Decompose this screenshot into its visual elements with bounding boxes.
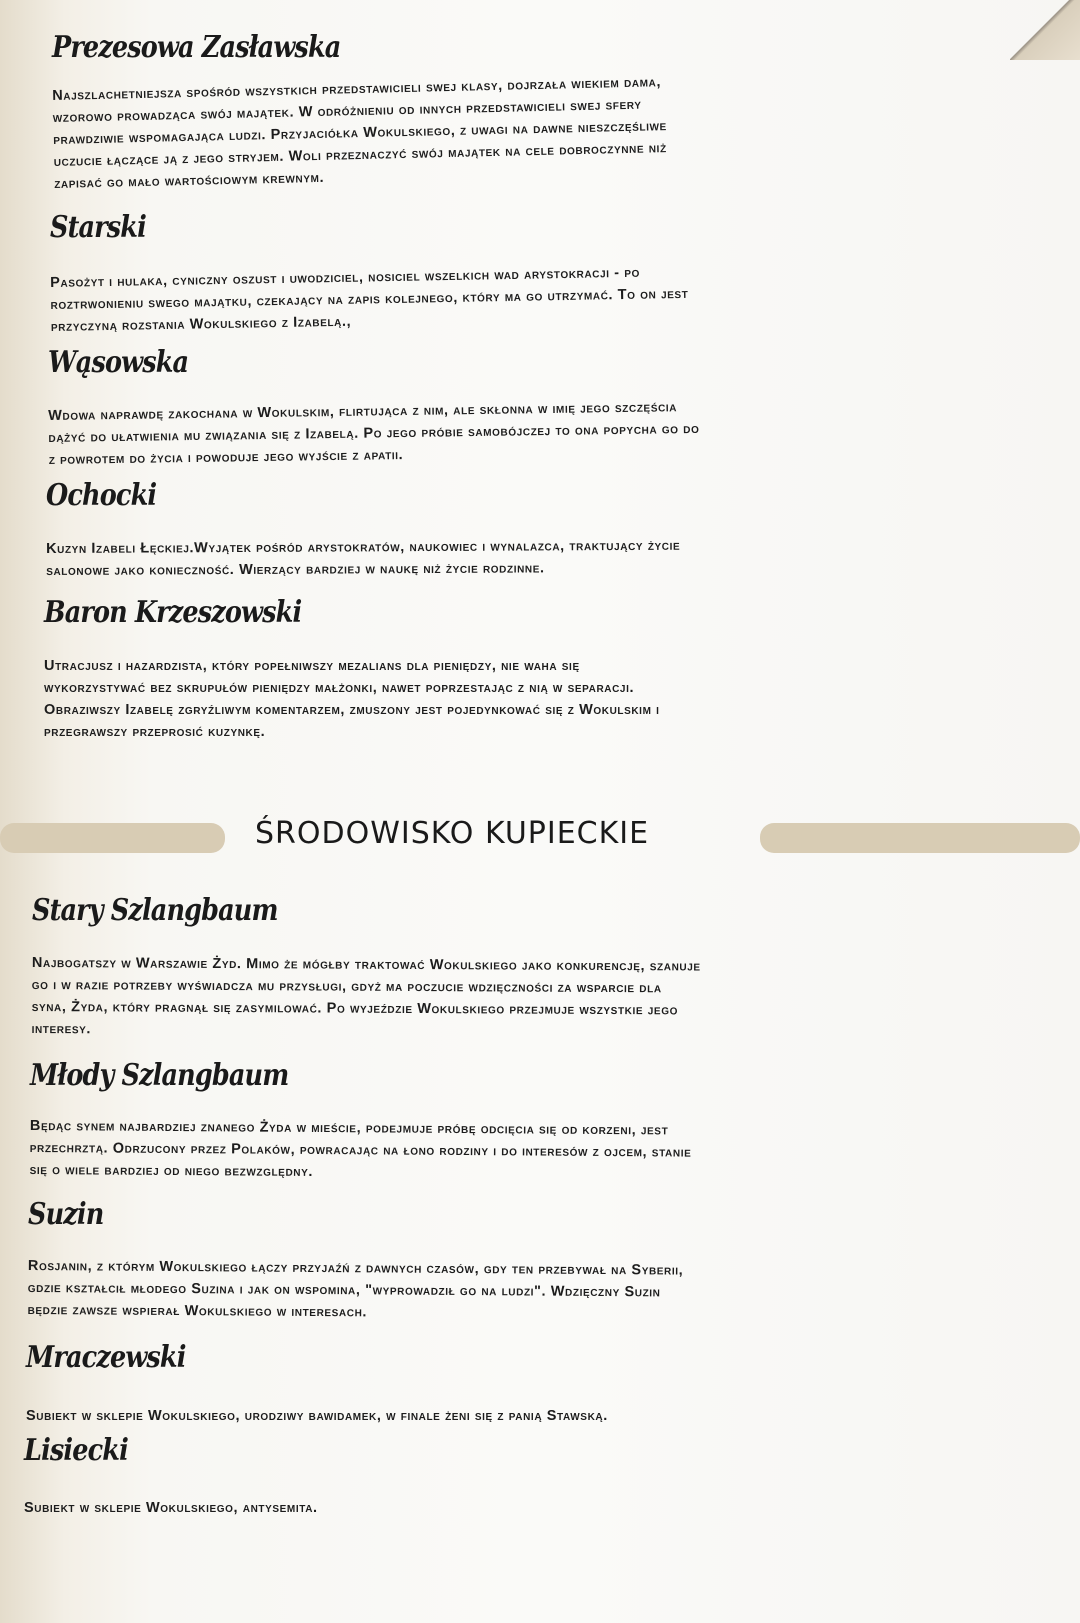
- description-line: będzie zawsze wspierał Wokulskiego w interesach.: [27, 1301, 368, 1321]
- character-name: Młody Szlangbaum: [30, 1058, 289, 1093]
- character-name: Starski: [50, 210, 146, 245]
- character-description: [24, 1497, 318, 1519]
- character-name: Wąsowska: [48, 345, 189, 380]
- description-line: Najbogatszy w Warszawie Żyd. Mimo że mógłby traktować Wokulskiego jako konkurencję, szanuje: [31, 954, 701, 975]
- character-description: [50, 261, 689, 338]
- description-line: Obraziwszy Izabelę zgryźliwym komentarzem, zmuszony jest pojedynkować się z Wokulskim i: [44, 702, 660, 718]
- section-title: ŚRODOWISKO KUPIECKIE: [255, 816, 650, 851]
- description-line: zapisać go mało wartościowym krewnym.: [54, 169, 325, 192]
- description-line: gdzie kształcił młodego Suzina i jak on wspomina, "wyprowadził go na ludzi". Wdzięczny Suzin: [27, 1279, 661, 1301]
- character-name: Suzin: [28, 1197, 104, 1232]
- description-line: prawdziwie wspomagająca ludzi. Przyjaciółka Wokulskiego, z uwagi na dawne nieszczęśliwe: [53, 118, 668, 148]
- character-description: [26, 1405, 608, 1427]
- character-description: [46, 535, 680, 582]
- character-description: [32, 952, 701, 1044]
- description-line: Najszlachetniejsza spośród wszystkich przedstawicieli swej klasy, dojrzała wiekiem dama,: [52, 74, 662, 104]
- character-name: Mraczewski: [26, 1340, 186, 1375]
- description-line: się o wiele bardziej od niego bezwzględny.: [29, 1161, 314, 1180]
- description-line: Subiekt w sklepie Wokulskiego, antysemita.: [24, 1500, 318, 1516]
- character-description: [44, 655, 660, 743]
- description-line: przyczyną rozstania Wokulskiego z Izabelą.,: [50, 313, 352, 335]
- description-line: go i w razie potrzeby wyświadcza mu przysługi, gdyż ma poczucie wdzięczności za wsparcie dla: [31, 976, 662, 997]
- description-line: wzorowo prowadząca swój majątek. W odróżnieniu od innych przedstawicieli swej sfery: [52, 96, 642, 126]
- character-name: Lisiecki: [24, 1433, 128, 1468]
- description-line: syna, Żyda, który pragnął się zasymilować. Po wyjeździe Wokulskiego przejmuje wszystkie jego: [31, 998, 679, 1019]
- description-line: przegrawszy przeprosić kuzynkę.: [44, 724, 266, 740]
- description-line: wykorzystywać bez skrupułów pieniędzy małżonki, nawet poprzestając z nią w separacji.: [44, 680, 635, 696]
- description-line: z powrotem do życia i powoduje jego wyjście z apatii.: [48, 447, 404, 468]
- description-line: salonowe jako konieczność. Wierzący bardziej w naukę niż życie rodzinne.: [46, 560, 545, 579]
- description-line: Utracjusz i hazardzista, który popełniwszy mezalians dla pieniędzy, nie waha się: [44, 658, 580, 674]
- character-description: [48, 396, 700, 471]
- description-line: Będąc synem najbardziej znanego Żyda w mieście, podejmuje próbę odcięcia się od korzeni, jest: [29, 1117, 669, 1139]
- description-line: dążyć do ułatwienia mu związania się z Izabelą. Po jego próbie samobójczej to ona popycha go do: [48, 420, 700, 446]
- character-name: Ochocki: [46, 478, 157, 513]
- description-line: Rosjanin, z którym Wokulskiego łączy przyjaźń z dawnych czasów, gdy ten przebywał na Syberii,: [27, 1257, 684, 1279]
- character-description: [52, 71, 668, 195]
- character-description: [30, 1115, 692, 1186]
- page-corner-fold: [1010, 0, 1080, 60]
- description-line: interesy.: [31, 1020, 92, 1038]
- character-name: Prezesowa Zasławska: [52, 30, 341, 65]
- description-line: przechrztą. Odrzucony przez Polaków, powracając na łono rodziny i do interesów z ojcem, stanie: [29, 1139, 692, 1161]
- character-name: Baron Krzeszowski: [44, 595, 302, 630]
- description-line: Kuzyn Izabeli Łęckiej.Wyjątek pośród arystokratów, naukowiec i wynalazca, traktujący życie: [46, 537, 681, 557]
- description-line: Pasożyt i hulaka, cyniczny oszust i uwodziciel, nosiciel wszelkich wad arystokracji - po: [50, 264, 641, 291]
- description-line: roztrwonieniu swego majątku, czekający na zapis kolejnego, który ma go utrzymać. To on jest: [50, 285, 689, 313]
- band-right: [760, 823, 1080, 853]
- description-line: uczucie łączące ją z jego stryjem. Woli przeznaczyć swój majątek na cele dobroczynne niż: [53, 140, 667, 170]
- description-line: Subiekt w sklepie Wokulskiego, urodziwy bawidamek, w finale żeni się z panią Stawską.: [26, 1408, 608, 1424]
- band-left: [0, 823, 225, 853]
- description-line: Wdowa naprawdę zakochana w Wokulskim, flirtująca z nim, ale skłonna w imię jego szczęścia: [48, 399, 678, 424]
- character-description: [28, 1255, 684, 1326]
- character-name: Stary Szlangbaum: [32, 893, 278, 928]
